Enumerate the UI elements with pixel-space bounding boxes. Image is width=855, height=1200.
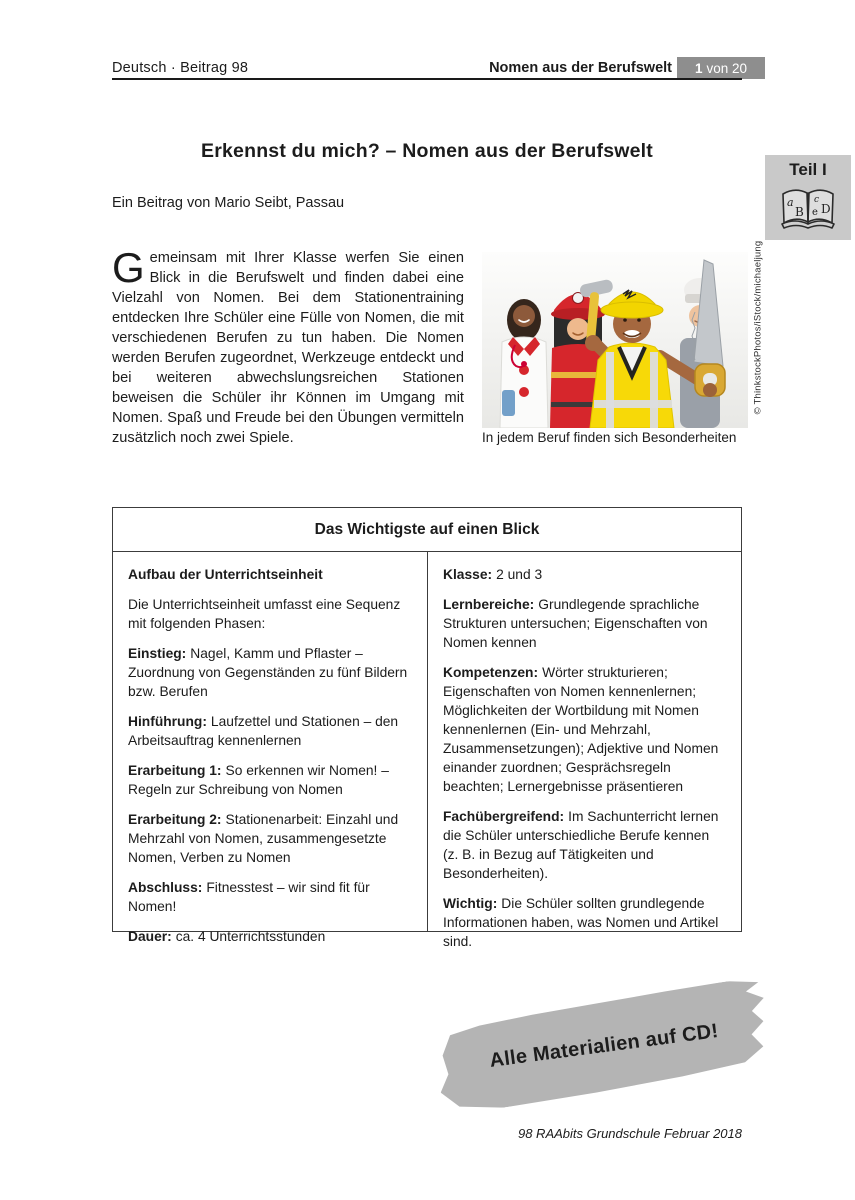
kids-professions-photo [482, 252, 748, 428]
left-item: Die Unterrichtseinheit umfasst eine Sequenz mit folgenden Phasen: [128, 597, 401, 631]
svg-text:D: D [821, 202, 831, 216]
svg-text:e: e [812, 207, 818, 218]
svg-text:c: c [814, 195, 820, 205]
photo-credit: © ThinkstockPhotos/iStock/michaeljung [752, 240, 764, 415]
overview-right-column [427, 552, 741, 949]
page-number-badge [677, 57, 765, 79]
right-item: Lernbereiche: Grundlegende sprachliche Strukturen untersuchen; Eigenschaften von Nomen kennen [443, 597, 708, 650]
svg-text:B: B [795, 205, 804, 219]
overview-box-columns [113, 552, 741, 949]
left-item: Abschluss: Fitnesstest – wir sind fit für Nomen! [128, 880, 370, 914]
intro-text: emeinsam mit Ihrer Klasse werfen Sie einen Blick in die Berufswelt und finden dabei eine Vielzahl von Nomen. Bei dem Stationentraining entdecken Ihre Schüler eine Fülle von Nomen, die mit verschiedenen Berufen zu tun haben. Die Nomen werden Berufen zugeordnet, Werkzeuge entdeckt und bei weiteren abwechslungsreichen Stationen beweisen die Schüler ihr Können im Umgang mit Nomen. Spaß und Freude bei den Übungen vermitteln zusätzlich noch zwei Spiele. [112, 250, 464, 446]
part-tab-label: Teil I [789, 160, 827, 179]
left-item: Einstieg: Nagel, Kamm und Pflaster – Zuordnung von Gegenständen zu fünf Bildern bzw. Berufen [128, 646, 408, 699]
page-header [112, 57, 765, 79]
header-topic: Nomen aus der Berufswelt [489, 60, 672, 76]
svg-text:a: a [787, 196, 794, 209]
photo-caption: In jedem Beruf finden sich Besonderheiten [482, 430, 737, 445]
left-item: Erarbeitung 1: So erkennen wir Nomen! – Regeln zur Schreibung von Nomen [128, 763, 389, 797]
page-footer: 98 RAAbits Grundschule Februar 2018 [517, 1126, 742, 1141]
header-series: Deutsch · Beitrag 98 [112, 60, 249, 76]
cd-banner [431, 976, 777, 1115]
left-column-heading: Aufbau der Unterrichtseinheit [128, 567, 323, 582]
doctor-kid [500, 299, 548, 428]
header-rule [112, 78, 742, 80]
part-tab [765, 155, 851, 240]
page-number: 1 [694, 60, 703, 76]
overview-box-title: Das Wichtigste auf einen Blick [113, 508, 741, 552]
cd-banner-text: Alle Materialien auf CD! [488, 1019, 720, 1072]
right-item: Wichtig: Die Schüler sollten grundlegende Informationen haben, was Nomen und Artikel sind. [443, 896, 719, 949]
drop-cap: G [112, 244, 145, 291]
page-total: von 20 [706, 60, 748, 76]
right-item: Klasse: 2 und 3 [443, 567, 543, 582]
intro-paragraph [112, 244, 464, 448]
page-title: Erkennst du mich? – Nomen aus der Berufswelt [201, 140, 653, 162]
overview-left-column [113, 552, 427, 944]
abc-book-icon [778, 180, 838, 237]
byline: Ein Beitrag von Mario Seibt, Passau [112, 195, 345, 211]
overview-box [112, 507, 742, 949]
right-item: Fachübergreifend: Im Sachunterricht lernen die Schüler unterschiedliche Berufe kennen (z. B. in Bezug auf Tätigkeiten und Besonderheiten). [443, 809, 719, 881]
right-item: Kompetenzen: Wörter strukturieren; Eigenschaften von Nomen kennenlernen; Möglichkeiten der Wortbildung mit Nomen kennenlernen (Ein- und Mehrzahl, Zusammensetzungen); Adjektive und Nomen einander zuordnen; Gesprächsregeln beachten; Lernergebnisse präsentieren [443, 665, 719, 794]
left-item: Dauer: ca. 4 Unterrichtsstunden [128, 929, 326, 944]
left-item: Hinführung: Laufzettel und Stationen – den Arbeitsauftrag kennenlernen [128, 714, 399, 748]
left-item: Erarbeitung 2: Stationenarbeit: Einzahl und Mehrzahl von Nomen, zusammengesetzte Nomen, Verben zu Nomen [128, 812, 399, 865]
